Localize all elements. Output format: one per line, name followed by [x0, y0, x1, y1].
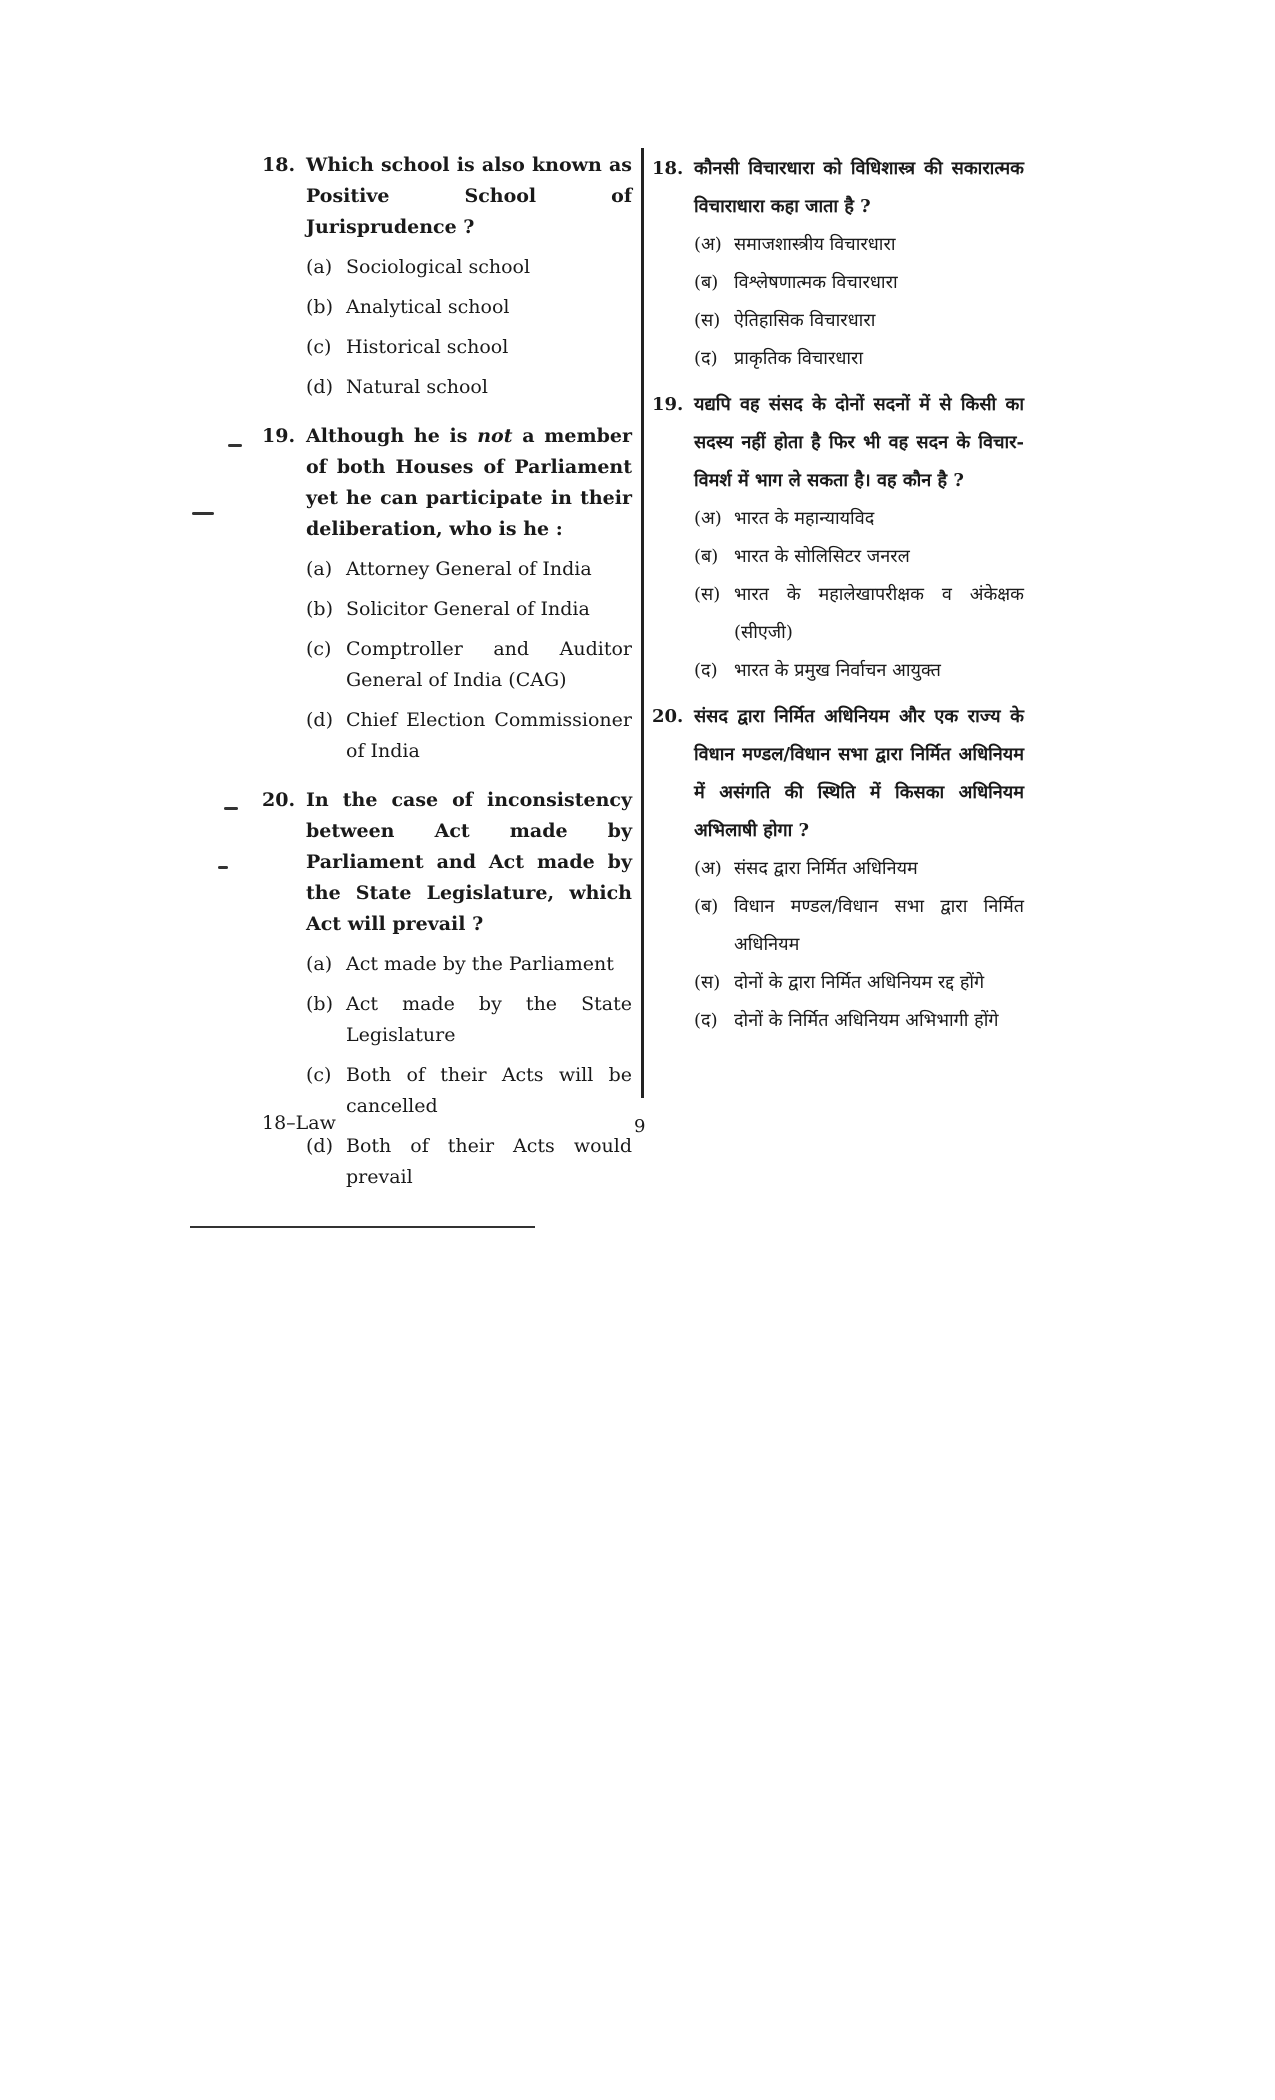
- option-text: Sociological school: [346, 256, 531, 278]
- option-label: (d): [306, 376, 333, 398]
- option-label: (द): [694, 1010, 718, 1031]
- question-number: 18.: [262, 154, 296, 176]
- option-text: विश्लेषणात्मक विचारधारा: [734, 272, 898, 293]
- option-text: ऐतिहासिक विचारधारा: [734, 310, 876, 331]
- option-b: [306, 292, 632, 323]
- question-20-hi: [652, 698, 1024, 1040]
- option-c: [306, 634, 632, 696]
- english-column: [262, 150, 632, 1201]
- option-label: (c): [306, 1064, 332, 1086]
- option-label: (a): [306, 256, 333, 278]
- option-label: (द): [694, 660, 718, 681]
- option-text: दोनों के निर्मित अधिनियम अभिभागी होंगे: [734, 1010, 999, 1031]
- option-label: (अ): [694, 508, 722, 529]
- option-text: Act made by the Parliament: [346, 953, 614, 975]
- option-c: [694, 964, 1024, 1002]
- question-text-emphasis: not: [477, 425, 513, 447]
- question-body: [306, 421, 632, 767]
- question-body: [306, 785, 632, 1193]
- option-label: (ब): [694, 896, 719, 917]
- option-b: [694, 538, 1024, 576]
- option-text: भारत के प्रमुख निर्वाचन आयुक्त: [734, 660, 941, 681]
- paper-code: 18–Law: [262, 1112, 336, 1134]
- option-text: Historical school: [346, 336, 509, 358]
- question-text: संसद द्वारा निर्मित अधिनियम और एक राज्य के विधान मण्डल/विधान सभा द्वारा निर्मित अधिनियम में असंगति की स्थिति में किसका अधिनियम अभिलाषी होगा ?: [694, 706, 1024, 841]
- option-text: प्राकृतिक विचारधारा: [734, 348, 864, 369]
- question-number: 19.: [652, 394, 684, 415]
- option-text: Both of their Acts would prevail: [346, 1135, 632, 1188]
- option-a: [306, 949, 632, 980]
- page-number: 9: [634, 1116, 646, 1137]
- option-text: संसद द्वारा निर्मित अधिनियम: [734, 858, 918, 879]
- option-a: [306, 252, 632, 283]
- option-label: (d): [306, 709, 333, 731]
- question-19-hi: [652, 386, 1024, 690]
- scan-mark: [228, 444, 242, 447]
- option-c: [306, 332, 632, 363]
- scan-mark: [192, 512, 214, 515]
- question-text-start: Although he is: [306, 425, 478, 447]
- option-text: Solicitor General of India: [346, 598, 590, 620]
- option-text: दोनों के द्वारा निर्मित अधिनियम रद्द होंगे: [734, 972, 985, 993]
- option-d: [694, 652, 1024, 690]
- question-body: [694, 386, 1024, 690]
- question-18-hi: [652, 150, 1024, 378]
- option-label: (ब): [694, 272, 719, 293]
- question-text: [306, 421, 632, 545]
- bottom-rule: [190, 1226, 535, 1228]
- question-body: [306, 150, 632, 403]
- column-divider: [641, 148, 644, 1098]
- option-b: [306, 989, 632, 1051]
- option-label: (ब): [694, 546, 719, 567]
- option-text: समाजशास्त्रीय विचारधारा: [734, 234, 896, 255]
- option-d: [306, 1131, 632, 1193]
- question-text: Which school is also known as Positive School of Jurisprudence ?: [306, 154, 632, 238]
- question-text: यद्यपि वह संसद के दोनों सदनों में से किसी का सदस्य नहीं होता है फिर भी वह सदन के विचार-विमर्श में भाग ले सकता है। वह कौन है ?: [694, 394, 1024, 491]
- option-d: [306, 372, 632, 403]
- option-d: [694, 340, 1024, 378]
- option-label: (b): [306, 993, 333, 1015]
- question-number: 20.: [652, 706, 684, 727]
- option-label: (अ): [694, 234, 722, 255]
- option-a: [694, 226, 1024, 264]
- option-text: विधान मण्डल/विधान सभा द्वारा निर्मित अधिनियम: [734, 896, 1024, 955]
- option-b: [694, 264, 1024, 302]
- option-label: (b): [306, 296, 333, 318]
- question-text: In the case of inconsistency between Act made by Parliament and Act made by the State Legislature, which Act will prevail ?: [306, 789, 632, 935]
- option-label: (a): [306, 558, 333, 580]
- scan-mark: [224, 807, 238, 810]
- question-number: 18.: [652, 158, 684, 179]
- option-a: [694, 850, 1024, 888]
- option-text: Natural school: [346, 376, 488, 398]
- option-d: [694, 1002, 1024, 1040]
- option-a: [694, 500, 1024, 538]
- option-c: [306, 1060, 632, 1122]
- option-text: Both of their Acts will be cancelled: [346, 1064, 632, 1117]
- scan-mark: [218, 866, 228, 869]
- question-number: 20.: [262, 789, 296, 811]
- option-label: (b): [306, 598, 333, 620]
- option-label: (d): [306, 1135, 333, 1157]
- option-label: (a): [306, 953, 333, 975]
- question-19-en: [262, 421, 632, 767]
- option-text: Act made by the State Legislature: [346, 993, 632, 1046]
- option-label: (c): [306, 638, 332, 660]
- option-text: भारत के सोलिसिटर जनरल: [734, 546, 910, 567]
- question-body: [694, 698, 1024, 1040]
- option-d: [306, 705, 632, 767]
- question-number: 19.: [262, 425, 296, 447]
- question-text-end: a member of both Houses of Parliament yet he can participate in their deliberation, who is he :: [306, 425, 632, 540]
- option-text: भारत के महान्यायविद: [734, 508, 875, 529]
- option-text: भारत के महालेखापरीक्षक व अंकेक्षक (सीएजी): [734, 584, 1024, 643]
- option-label: (अ): [694, 858, 722, 879]
- option-label: (स): [694, 972, 721, 993]
- option-c: [694, 576, 1024, 652]
- option-c: [694, 302, 1024, 340]
- option-label: (द): [694, 348, 718, 369]
- option-text: Comptroller and Auditor General of India (CAG): [346, 638, 632, 691]
- hindi-column: [652, 150, 1024, 1048]
- option-text: Chief Election Commissioner of India: [346, 709, 632, 762]
- option-text: Attorney General of India: [346, 558, 592, 580]
- option-b: [694, 888, 1024, 964]
- option-text: Analytical school: [346, 296, 510, 318]
- option-label: (स): [694, 584, 721, 605]
- option-b: [306, 594, 632, 625]
- question-text: कौनसी विचारधारा को विधिशास्त्र की सकारात्मक विचाराधारा कहा जाता है ?: [694, 158, 1024, 217]
- question-body: [694, 150, 1024, 378]
- option-label: (c): [306, 336, 332, 358]
- option-a: [306, 554, 632, 585]
- option-label: (स): [694, 310, 721, 331]
- question-18-en: [262, 150, 632, 403]
